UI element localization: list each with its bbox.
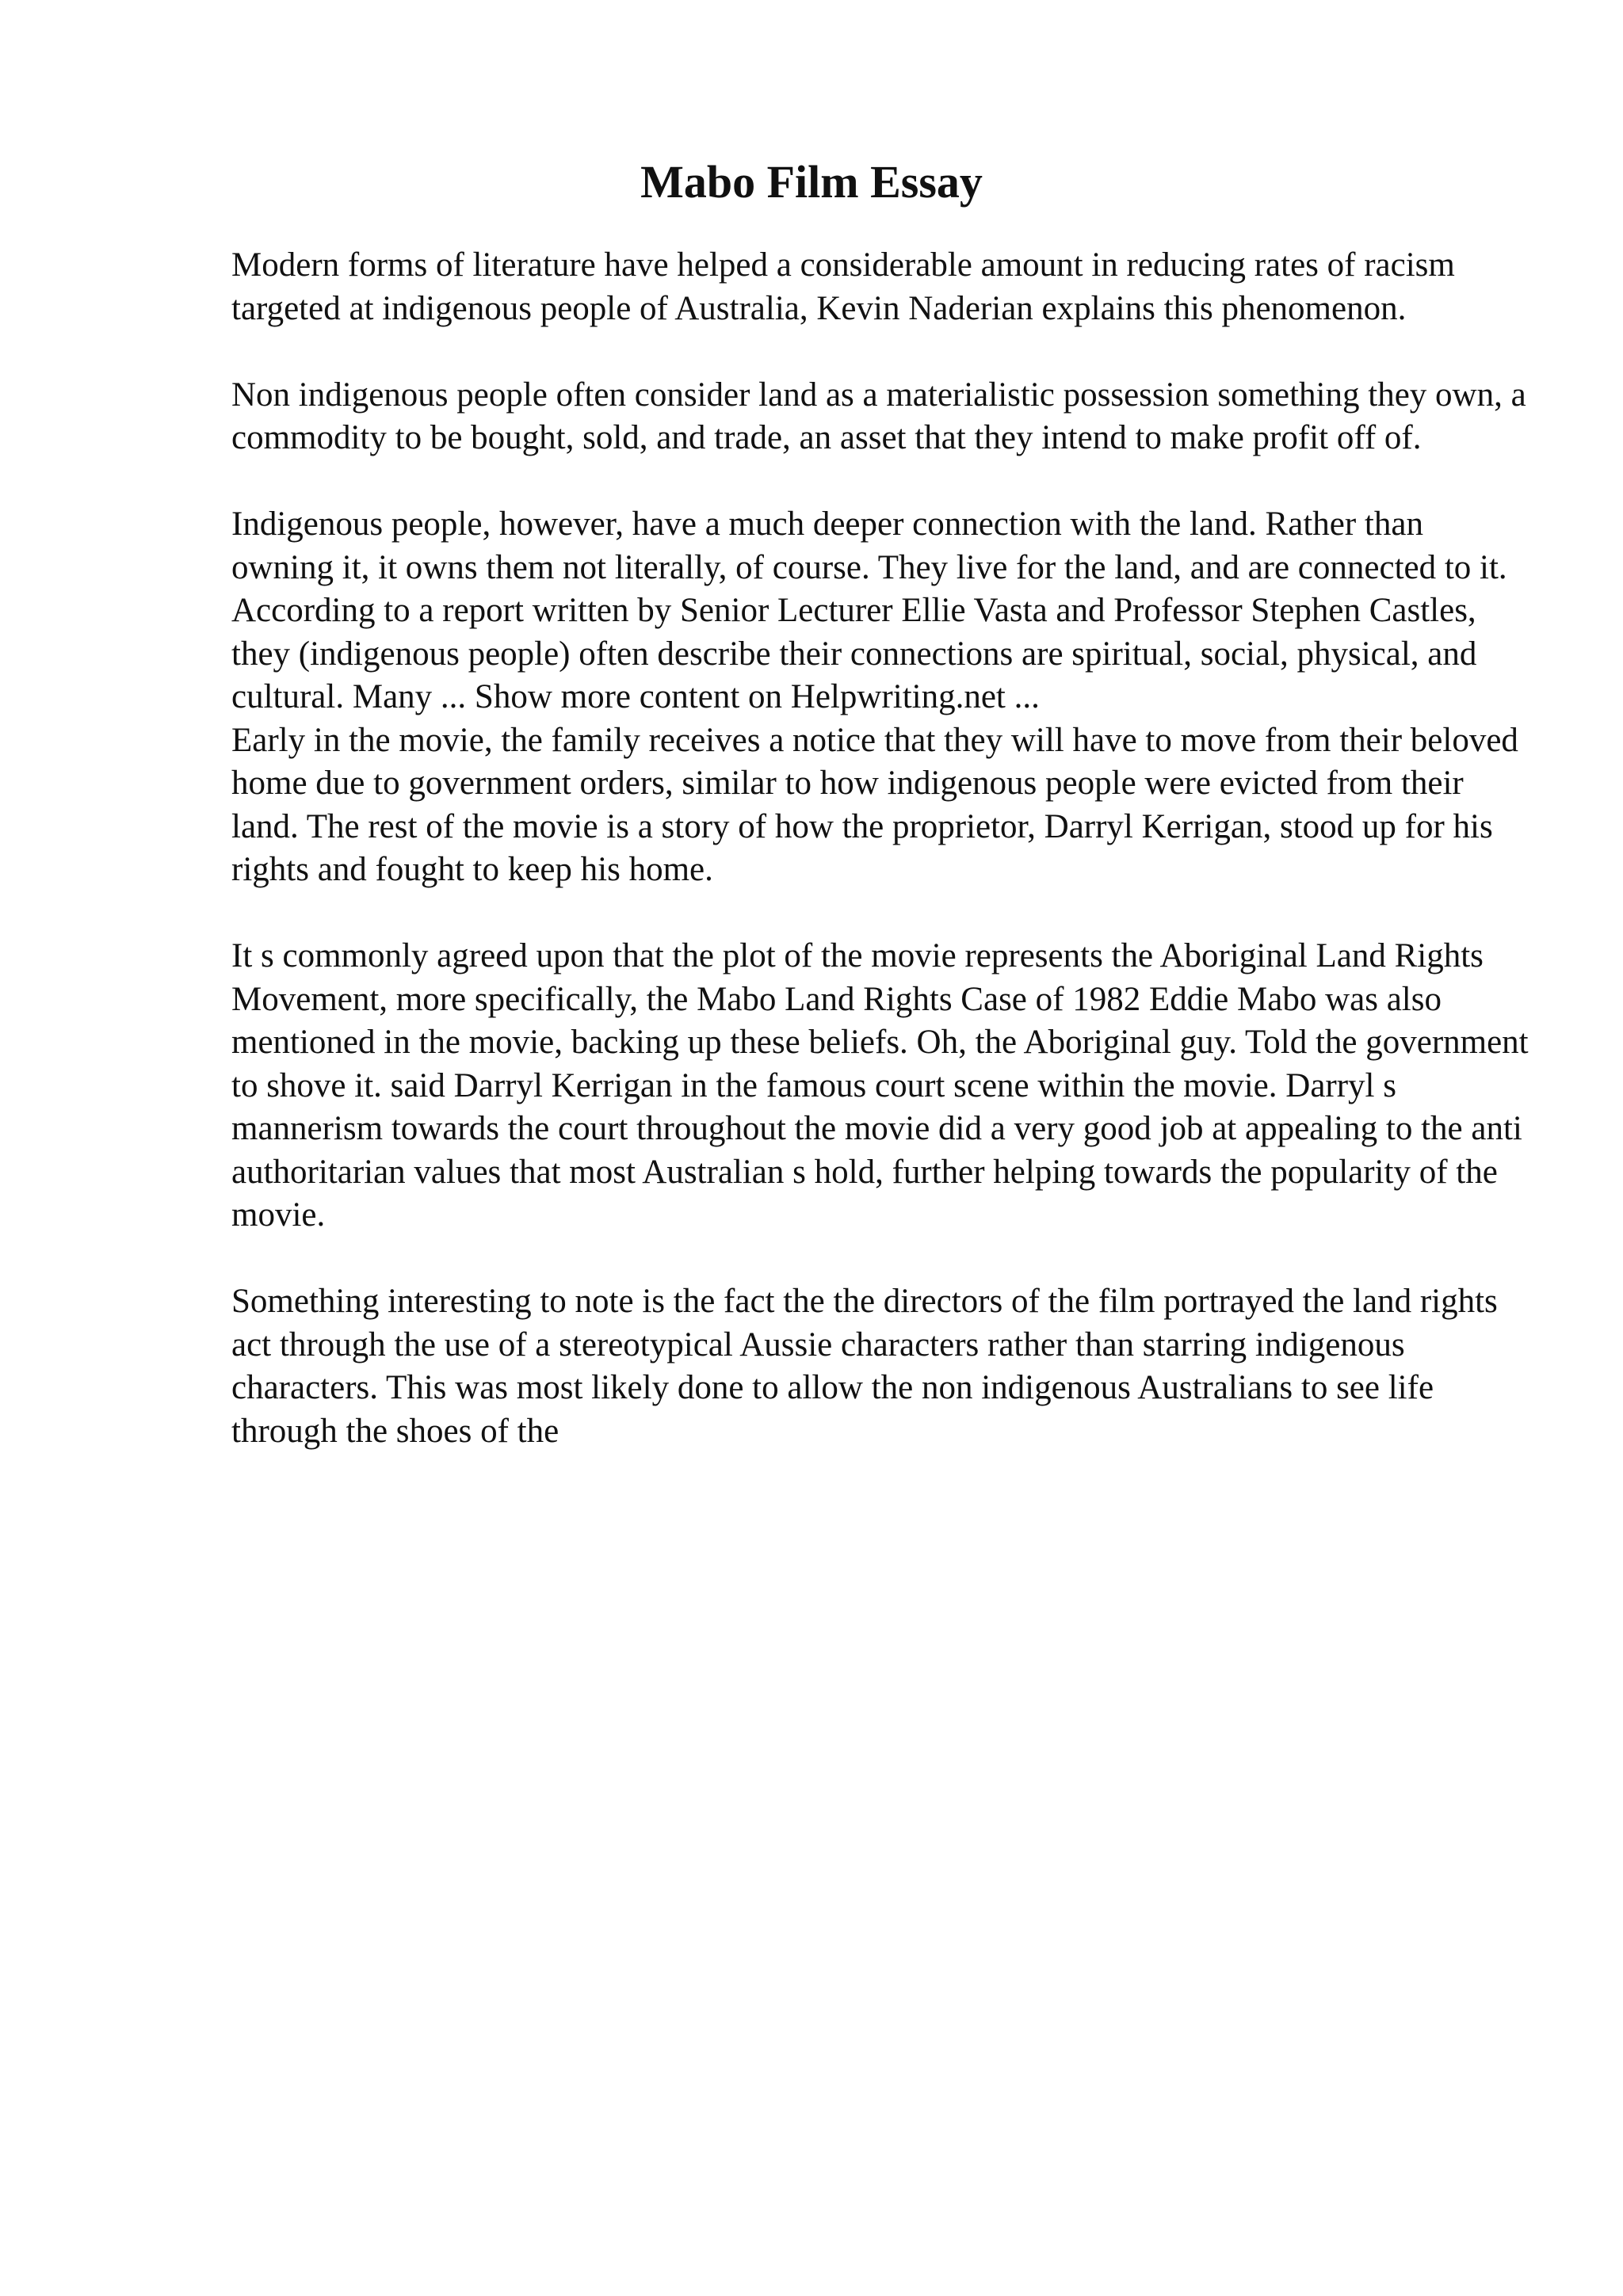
paragraph-non-indigenous-land: Non indigenous people often consider land as a materialistic possession something they own, a commodity to be bought, sold, and trade, an asset that they intend to make profit off of.: [231, 376, 1526, 456]
paragraph-intro: Modern forms of literature have helped a considerable amount in reducing rates of racism targeted at indigenous people of Australia, Kevin Naderian explains this phenomenon.: [231, 246, 1455, 327]
paragraph-land-rights-movement: It s commonly agreed upon that the plot of the movie represents the Aboriginal Land Rights Movement, more specifically, the Mabo Land Rights Case of 1982 Eddie Mabo was also mentioned in the movie, backing up these beliefs. Oh, the Aboriginal guy. Told the government to shove it. said Darryl Kerrigan in the famous court scene within the movie. Darryl s mannerism towards the court throughout the movie did a very good job at appealing to the anti authoritarian values that most Australian s hold, further helping towards the popularity of the movie.: [231, 937, 1529, 1234]
paragraph-stereotypical-characters: Something interesting to note is the fact the the directors of the film portrayed the land rights act through the use of a stereotypical Aussie characters rather than starring indigenous characters. This was most likely done to allow the non indigenous Australians to see life through the shoes of the: [231, 1283, 1498, 1450]
document-title: Mabo Film Essay: [640, 156, 983, 208]
paragraph-movie-notice: Early in the movie, the family receives a notice that they will have to move from their beloved home due to government orders, similar to how indigenous people were evicted from their land. The rest of the movie is a story of how the proprietor, Darryl Kerrigan, stood up for his rights and fought to keep his home.: [231, 721, 1518, 888]
document-body: [231, 244, 1531, 1497]
paragraph-indigenous-connection: Indigenous people, however, have a much deeper connection with the land. Rather than owning it, it owns them not literally, of course. They live for the land, and are connected to it. According to a report written by Senior Lecturer Ellie Vasta and Professor Stephen Castles, they (indigenous people) often describe their connections are spiritual, social, physical, and cultural. Many ... Show more content on Helpwriting.net ...: [231, 505, 1507, 715]
